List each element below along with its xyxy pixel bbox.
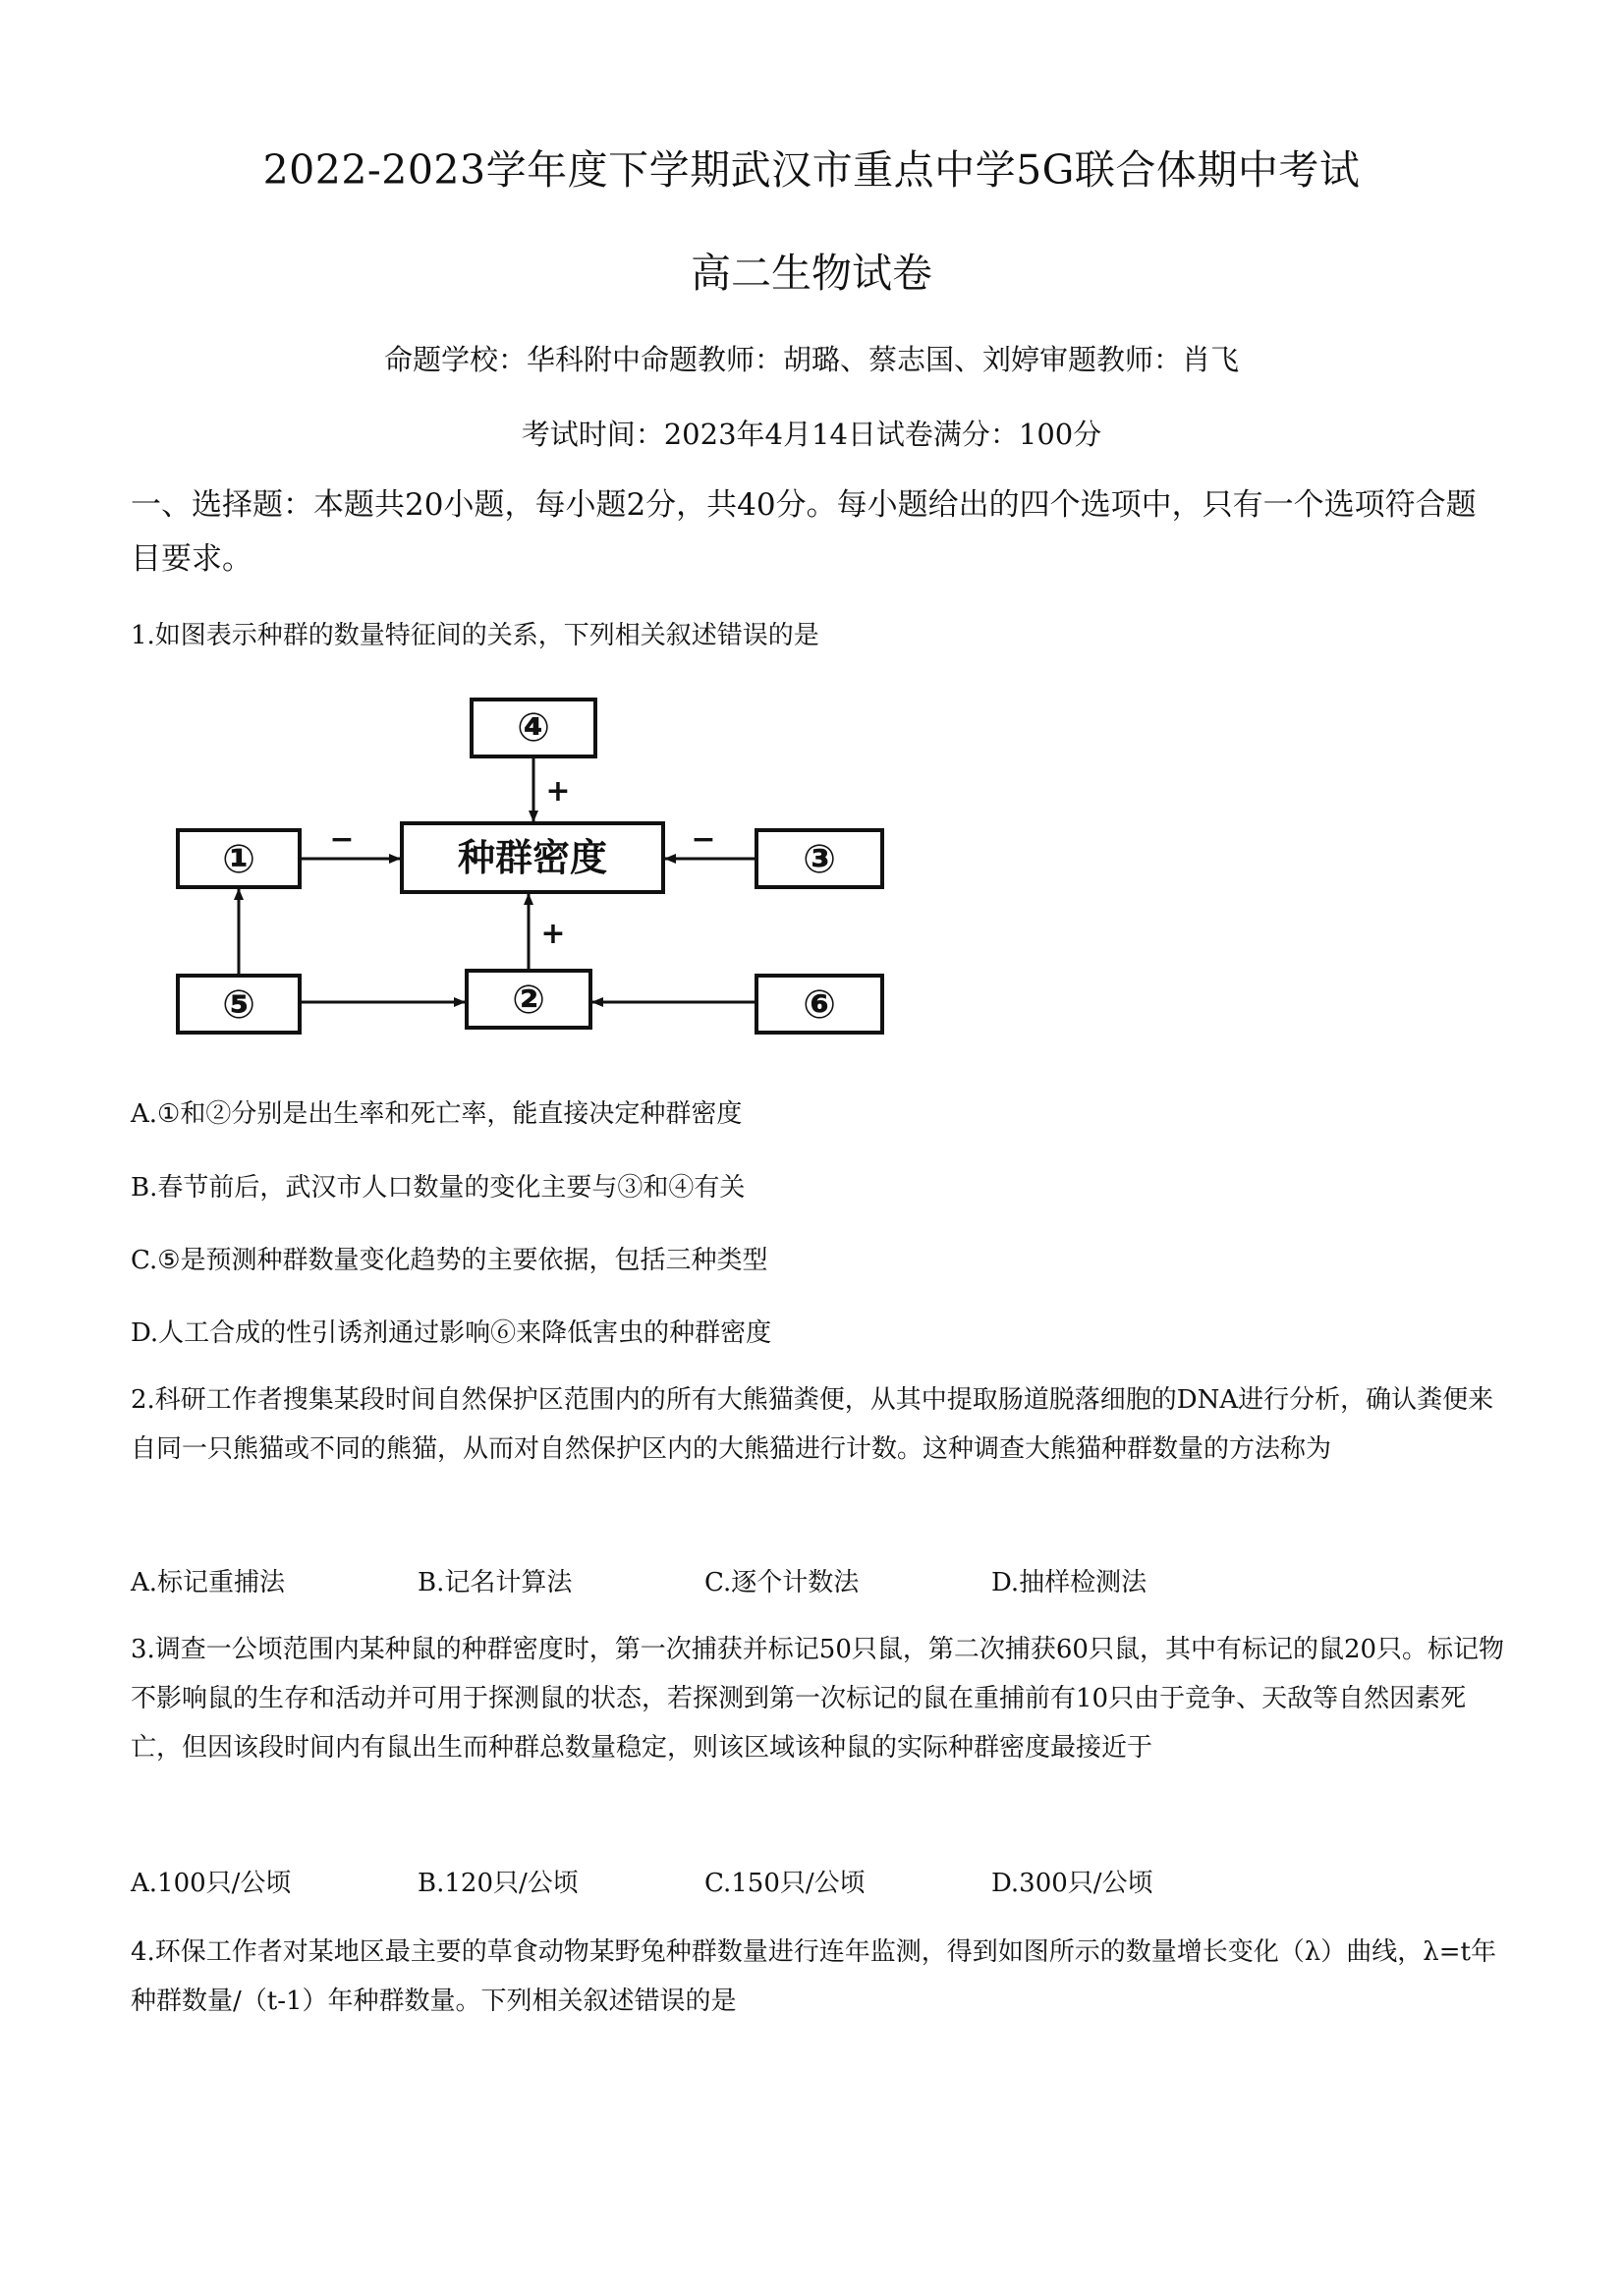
plus-sign-top: + xyxy=(545,774,571,809)
minus-sign-left: − xyxy=(329,822,355,857)
center-label: 种群密度 xyxy=(457,836,608,879)
q1-stem: 1.如图表示种群的数量特征间的关系，下列相关叙述错误的是 xyxy=(131,621,819,650)
q3-option-c: C.150只/公顷 xyxy=(704,1869,866,1898)
exam-info: 考试时间：2023年4月14日试卷满分：100分 xyxy=(521,418,1102,451)
node-3-label: ③ xyxy=(803,837,836,882)
q2-option-c: C.逐个计数法 xyxy=(704,1568,860,1597)
q1-option-b: B.春节前后，武汉市人口数量的变化主要与③和④有关 xyxy=(131,1173,746,1203)
minus-sign-right: − xyxy=(691,822,716,857)
population-density-diagram xyxy=(131,678,897,1051)
q2-option-a: A.标记重捕法 xyxy=(131,1568,286,1597)
q2-option-b: B.记名计算法 xyxy=(418,1568,573,1597)
q3-option-a: A.100只/公顷 xyxy=(131,1869,292,1898)
node-5-label: ⑤ xyxy=(222,982,255,1028)
exam-subject: 高二生物试卷 xyxy=(691,250,932,297)
plus-sign-bottom: + xyxy=(540,917,566,951)
q2-option-d: D.抽样检测法 xyxy=(991,1568,1147,1597)
q3-option-d: D.300只/公顷 xyxy=(991,1869,1153,1898)
q2-stem: 2.科研工作者搜集某段时间自然保护区范围内的所有大熊猫粪便，从其中提取肠道脱落细胞的DNA进行分析，确认粪便来自同一只熊猫或不同的熊猫，从而对自然保护区内的大熊猫进行计数。这种调查大熊猫种群数量的方法称为 xyxy=(131,1385,1494,1464)
q3-stem: 3.调查一公顷范围内某种鼠的种群密度时，第一次捕获并标记50只鼠，第二次捕获60只鼠，其中有标记的鼠20只。标记物不影响鼠的生存和活动并可用于探测鼠的状态，若探测到第一次标记的鼠在重捕前有10只由于竞争、天敌等自然因素死亡，但因该段时间内有鼠出生而种群总数量稳定，则该区域该种鼠的实际种群密度最接近于 xyxy=(131,1635,1505,1763)
q1-option-a: A.①和②分别是出生率和死亡率，能直接决定种群密度 xyxy=(131,1099,743,1129)
q4-stem: 4.环保工作者对某地区最主要的草食动物某野兔种群数量进行连年监测，得到如图所示的数量增长变化（λ）曲线，λ=t年种群数量/（t-1）年种群数量。下列相关叙述错误的是 xyxy=(131,1937,1496,2016)
section-heading: 一、选择题：本题共20小题，每小题2分，共40分。每小题给出的四个选项中，只有一个选项符合题目要求。 xyxy=(131,487,1477,577)
q1-option-d: D.人工合成的性引诱剂通过影响⑥来降低害虫的种群密度 xyxy=(131,1318,772,1348)
node-6-label: ⑥ xyxy=(803,982,836,1028)
exam-title: 2022-2023学年度下学期武汉市重点中学5G联合体期中考试 xyxy=(262,146,1361,194)
q3-option-b: B.120只/公顷 xyxy=(418,1869,579,1898)
node-2-label: ② xyxy=(512,978,545,1023)
node-1-label: ① xyxy=(222,837,255,882)
q3-options xyxy=(131,1863,1408,1899)
q1-option-c: C.⑤是预测种群数量变化趋势的主要依据，包括三种类型 xyxy=(131,1246,768,1275)
node-4-label: ④ xyxy=(517,705,550,751)
q2-options xyxy=(131,1562,1408,1598)
exam-authors: 命题学校：华科附中命题教师：胡璐、蔡志国、刘婷审题教师：肖飞 xyxy=(383,343,1239,376)
